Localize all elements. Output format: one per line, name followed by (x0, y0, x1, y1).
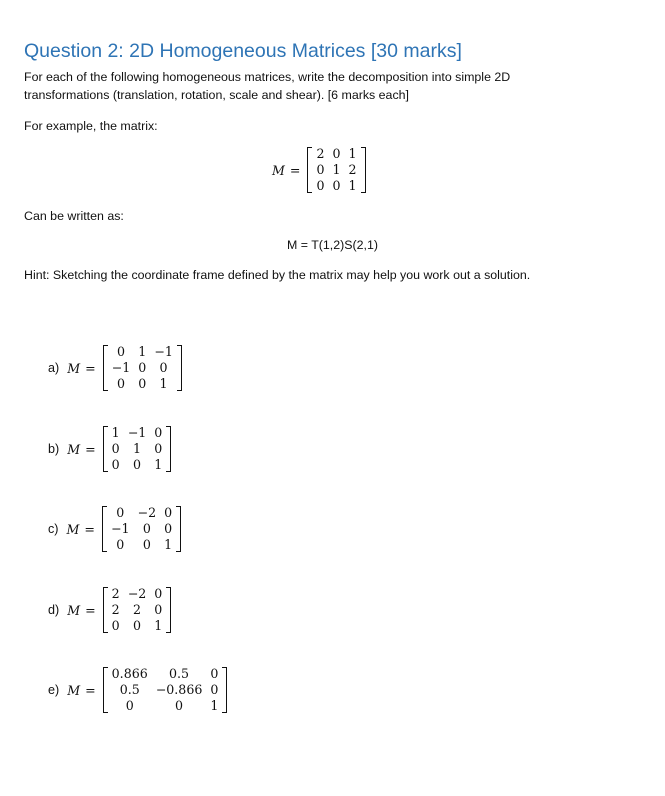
matrix-brackets (103, 425, 172, 473)
matrix-cell: 0 (111, 618, 120, 633)
matrix-cell: 0 (316, 162, 325, 177)
equals-sign: = (85, 360, 96, 376)
matrix-cell: 1 (332, 162, 341, 177)
matrix-cell: 0 (175, 698, 184, 713)
matrix-cell: 1 (154, 618, 163, 633)
matrix-grid (108, 666, 223, 714)
matrix-grid (312, 146, 360, 194)
matrix-symbol: M (67, 441, 81, 457)
matrix-brackets (102, 505, 181, 553)
matrix-grid (108, 586, 167, 634)
matrix-cell: 0 (332, 178, 341, 193)
matrix-cell: 0 (138, 360, 147, 375)
matrix-cell: 0.5 (119, 682, 140, 697)
matrix-cell: 0 (116, 344, 125, 359)
matrix-cell: −1 (111, 360, 131, 375)
matrix-cell: 0 (164, 521, 173, 536)
example-matrix (272, 146, 366, 194)
matrix-cell: 0 (116, 537, 125, 552)
part-label: b) (48, 442, 60, 456)
matrix-cell: 0 (116, 505, 125, 520)
matrix-symbol: M (66, 521, 80, 537)
matrix-cell: −1 (127, 425, 147, 440)
matrix-cell: 2 (111, 586, 120, 601)
equals-sign: = (85, 602, 96, 618)
hint-text: Hint: Sketching the coordinate frame defined by the matrix may help you work out a solution. (24, 268, 531, 282)
part-c (48, 505, 181, 553)
matrix-cell: 0.5 (169, 666, 190, 681)
matrix-cell: 0 (316, 178, 325, 193)
matrix-cell: 0 (111, 441, 120, 456)
matrix-cell: −0.866 (155, 682, 203, 697)
matrix-cell: −1 (154, 344, 173, 359)
matrix-brackets (103, 666, 228, 714)
matrix-cell: 1 (138, 344, 147, 359)
part-d (48, 586, 171, 634)
matrix-cell: 1 (210, 698, 219, 713)
matrix-cell: 0 (111, 457, 120, 472)
example-label: For example, the matrix: (24, 119, 158, 133)
matrix-symbol: M (272, 162, 285, 178)
matrix-cell: 0 (132, 457, 141, 472)
question-heading: Question 2: 2D Homogeneous Matrices [30 marks] (24, 40, 462, 62)
matrix-cell: −2 (137, 505, 157, 520)
part-e (48, 666, 227, 714)
matrix-brackets (103, 586, 172, 634)
matrix-cell: 1 (348, 178, 357, 193)
matrix-cell: 0 (154, 441, 163, 456)
equals-sign: = (85, 441, 96, 457)
matrix-cell: 1 (111, 425, 120, 440)
matrix-cell: 0 (132, 618, 141, 633)
matrix-cell: 1 (154, 457, 163, 472)
matrix-cell: 0 (142, 537, 151, 552)
matrix-grid (108, 344, 177, 392)
matrix-cell: 0 (210, 666, 219, 681)
decomposition-example: M = T(1,2)S(2,1) (286, 238, 378, 252)
matrix-cell: 2 (111, 602, 120, 617)
matrix-cell: 0.866 (111, 666, 148, 681)
matrix-symbol: M (67, 360, 81, 376)
matrix-brackets (307, 146, 365, 194)
matrix-cell: 0 (210, 682, 219, 697)
matrix-cell: −2 (127, 586, 147, 601)
matrix-cell: 1 (164, 537, 173, 552)
part-label: d) (48, 603, 60, 617)
matrix-cell: 0 (154, 425, 163, 440)
equals-sign: = (289, 162, 301, 178)
matrix-cell: 1 (132, 441, 141, 456)
matrix-cell: 1 (348, 146, 357, 161)
matrix-symbol: M (67, 682, 81, 698)
matrix-cell: 0 (142, 521, 151, 536)
matrix-cell: 1 (159, 376, 168, 391)
matrix-cell: 0 (138, 376, 147, 391)
matrix-cell: −1 (110, 521, 130, 536)
part-label: a) (48, 361, 60, 375)
matrix-cell: 2 (132, 602, 141, 617)
part-a (48, 344, 182, 392)
matrix-cell: 2 (316, 146, 325, 161)
matrix-grid (107, 505, 176, 553)
matrix-cell: 0 (154, 586, 163, 601)
matrix-cell: 0 (154, 602, 163, 617)
written-as-label: Can be written as: (24, 209, 124, 223)
equals-sign: = (84, 521, 95, 537)
intro-line-1: For each of the following homogeneous matrices, write the decomposition into simple 2D (24, 70, 511, 84)
matrix-cell: 0 (332, 146, 341, 161)
matrix-grid (108, 425, 167, 473)
equals-sign: = (85, 682, 96, 698)
part-label: e) (48, 683, 60, 697)
part-b (48, 425, 171, 473)
part-label: c) (48, 522, 59, 536)
matrix-cell: 0 (159, 360, 168, 375)
matrix-cell: 0 (125, 698, 134, 713)
matrix-cell: 0 (116, 376, 125, 391)
matrix-cell: 0 (164, 505, 173, 520)
matrix-symbol: M (67, 602, 81, 618)
matrix-brackets (103, 344, 182, 392)
matrix-cell: 2 (348, 162, 357, 177)
intro-line-2: transformations (translation, rotation, scale and shear). [6 marks each] (24, 88, 409, 102)
